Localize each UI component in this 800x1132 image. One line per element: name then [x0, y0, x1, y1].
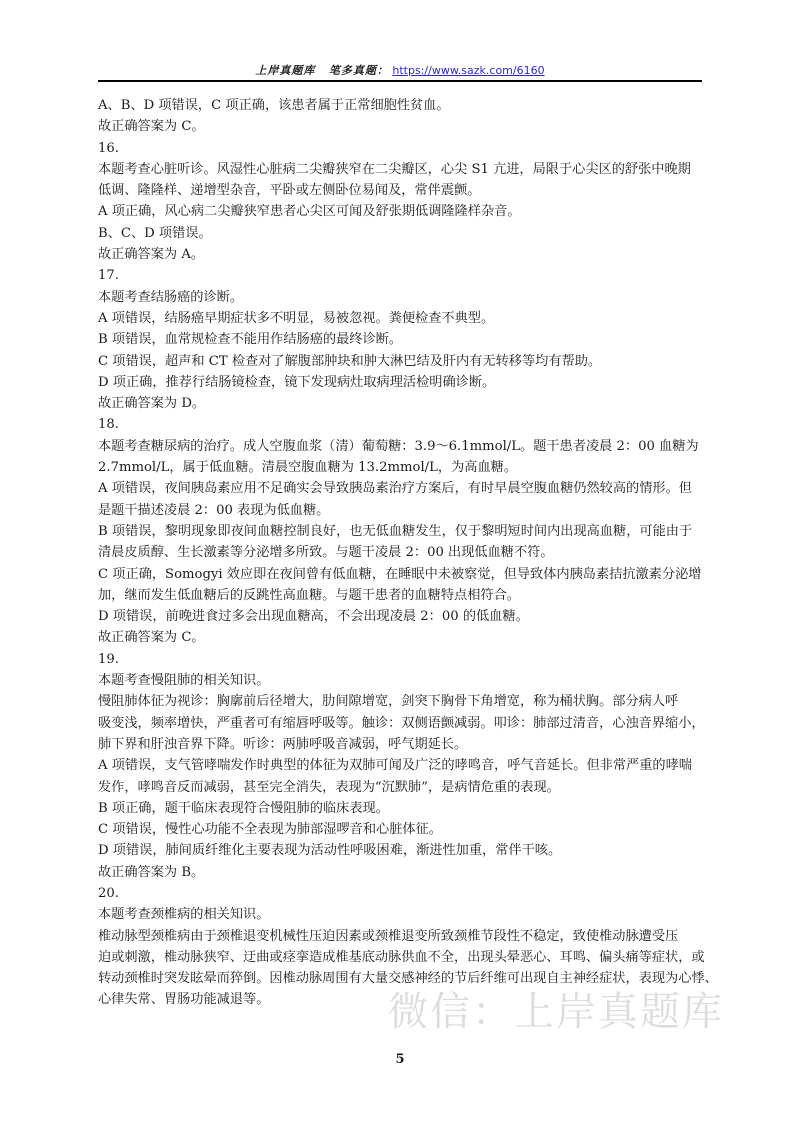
text-line: 转动颈椎时突发眩晕而猝倒。因椎动脉周围有大量交感神经的节后纤维可出现自主神经症状，表现为心悸、: [98, 971, 718, 987]
text-line: D 项错误，肺间质纤维化主要表现为活动性呼吸困难，渐进性加重，常伴干咳。: [98, 843, 562, 859]
text-line: 椎动脉型颈椎病由于颈椎退变机械性压迫因素或颈椎退变所致颈椎节段性不稳定，致使椎动脉遭受压: [98, 928, 679, 944]
text-line: A 项错误，夜间胰岛素应用不足确实会导致胰岛素治疗方案后，有时早晨空腹血糖仍然较高的情形。但: [98, 481, 692, 497]
text-line: C 项错误，超声和 CT 检查对了解腹部肿块和肿大淋巴结及肝内有无转移等均有帮助。: [98, 353, 602, 369]
text-line: 故正确答案为 A。: [98, 247, 205, 263]
header-divider: [98, 80, 702, 82]
text-line: D 项错误，前晚进食过多会出现血糖高，不会出现凌晨 2：00 的低血糖。: [98, 609, 529, 625]
header-link[interactable]: https://www.sazk.com/6160: [392, 64, 545, 77]
text-line: 是题干描述凌晨 2：00 表现为低血糖。: [98, 502, 330, 518]
text-line: 故正确答案为 C。: [98, 119, 205, 135]
text-line: 低调、隆隆样、递增型杂音，平卧或左侧卧位易闻及，常伴震颤。: [98, 183, 481, 199]
text-line: 本题考查慢阻肺的相关知识。: [98, 673, 270, 689]
text-line: 加，继而发生低血糖后的反跳性高血糖。与题干患者的血糖特点相符合。: [98, 587, 520, 603]
text-line: B 项错误，血常规检查不能用作结肠癌的最终诊断。: [98, 332, 403, 348]
text-line: A、B、D 项错误，C 项正确，该患者属于正常细胞性贫血。: [98, 98, 450, 113]
text-line: 17.: [98, 268, 119, 284]
page-header: [0, 62, 800, 78]
text-line: A 项正确，风心病二尖瓣狭窄患者心尖区可闻及舒张期低调隆隆样杂音。: [98, 204, 521, 220]
text-line: 故正确答案为 B。: [98, 864, 205, 880]
text-line: 迫或刺激，椎动脉狭窄、迂曲或痉挛造成椎基底动脉供血不全，出现头晕恶心、耳鸣、偏头痛等症状，或: [98, 949, 705, 965]
text-line: 18.: [98, 417, 119, 433]
text-line: C 项正确，Somogyi 效应即在夜间曾有低血糖，在睡眠中未被察觉，但导致体内胰岛素拮抗激素分泌增: [98, 566, 702, 582]
text-line: A 项错误，结肠癌早期症状多不明显，易被忽视。粪便检查不典型。: [98, 310, 495, 326]
header-brand: 上岸真题库: [255, 64, 316, 77]
text-line: 20.: [98, 885, 119, 901]
text-line: 心律失常、胃肠功能减退等。: [98, 992, 270, 1008]
text-line: 本题考查心脏听诊。风湿性心脏病二尖瓣狭窄在二尖瓣区，心尖 S1 亢进，局限于心尖区的舒张中晚期: [98, 161, 691, 177]
page-number: 5: [395, 1052, 405, 1067]
text-line: 肺下界和肝浊音界下降。听诊：两肺呼吸音减弱，呼气期延长。: [98, 736, 468, 752]
text-line: C 项错误，慢性心功能不全表现为肺部湿啰音和心脏体征。: [98, 822, 442, 838]
text-line: 2.7mmol/L，属于低血糖。清晨空腹血糖为 13.2mmol/L，为高血糖。: [98, 460, 518, 476]
text-line: 本题考查结肠癌的诊断。: [98, 289, 244, 305]
text-line: B、C、D 项错误。: [98, 225, 212, 241]
text-line: 清晨皮质醇、生长激素等分泌增多所致。与题干凌晨 2：00 出现低血糖不符。: [98, 545, 554, 561]
text-line: 本题考查颈椎病的相关知识。: [98, 907, 270, 923]
text-line: 故正确答案为 D。: [98, 396, 206, 412]
text-line: B 项正确，题干临床表现符合慢阻肺的临床表现。: [98, 800, 389, 816]
header-sub: 笔多真题：: [328, 64, 389, 77]
text-line: 19.: [98, 651, 119, 667]
text-line: A 项错误，支气管哮喘发作时典型的体征为双肺可闻及广泛的哮鸣音，呼气音延长。但非常严重的哮喘: [98, 758, 692, 774]
text-line: 吸变浅，频率增快，严重者可有缩唇呼吸等。触诊：双侧语颤减弱。叩诊：肺部过清音，心浊音界缩小，: [98, 715, 705, 731]
text-line: 故正确答案为 C。: [98, 630, 205, 646]
watermark: 微信：上岸真题库: [388, 989, 724, 1035]
text-line: 本题考查糖尿病的治疗。成人空腹血浆（清）葡萄糖：3.9～6.1mmol/L。题干患者凌晨 2：00 血糖为: [98, 438, 699, 454]
text-line: D 项正确，推荐行结肠镜检查，镜下发现病灶取病理活检明确诊断。: [98, 374, 496, 390]
text-line: 慢阻肺体征为视诊：胸廓前后径增大，肋间隙增宽，剑突下胸骨下角增宽，称为桶状胸。部分病人呼: [98, 694, 679, 710]
text-line: 16.: [98, 140, 119, 156]
text-line: B 项错误，黎明现象即夜间血糖控制良好，也无低血糖发生，仅于黎明短时间内出现高血糖，可能由于: [98, 523, 693, 539]
text-line: 发作，哮鸣音反而减弱，甚至完全消失，表现为“沉默肺”，是病情危重的表现。: [98, 779, 560, 795]
document-body: [98, 95, 718, 1011]
